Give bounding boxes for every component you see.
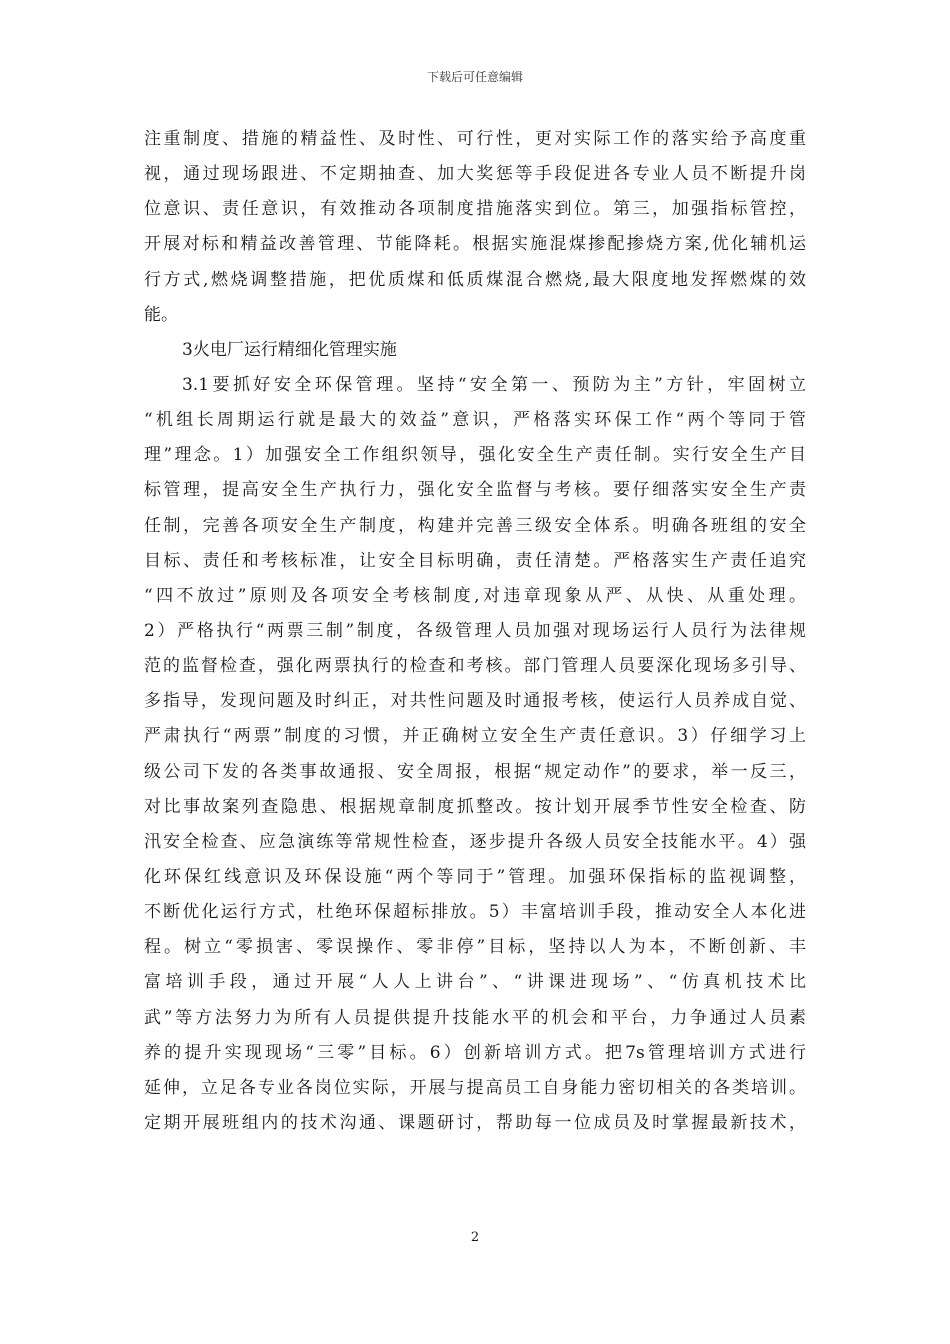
body-line: 定期开展班组内的技术沟通、课题研讨，帮助每一位成员及时掌握最新技术，: [144, 1112, 806, 1133]
body-line: 目标、责任和考核标准，让安全目标明确，责任清楚。严格落实生产责任追究: [144, 550, 806, 571]
body-line: 注重制度、措施的精益性、及时性、可行性，更对实际工作的落实给予高度重: [144, 129, 806, 149]
body-line: 范的监督检查，强化两票执行的检查和考核。部门管理人员要深化现场多引导、: [144, 656, 806, 677]
body-line: 行方式,燃烧调整措施，把优质煤和低质煤混合燃烧,最大限度地发挥燃煤的效: [144, 269, 806, 290]
body-line: 标管理，提高安全生产执行力，强化安全监督与考核。要仔细落实安全生产责: [144, 480, 806, 501]
body-line: 任制，完善各项安全生产制度，构建并完善三级安全体系。明确各班组的安全: [144, 515, 806, 536]
body-line: 不断优化运行方式，杜绝环保超标排放。5）丰富培训手段，推动安全人本化进: [144, 902, 806, 923]
body-line: 多指导，发现问题及时纠正，对共性问题及时通报考核，使运行人员养成自觉、: [144, 691, 806, 712]
body-line: 汛安全检查、应急演练等常规性检查，逐步提升各级人员安全技能水平。4）强: [144, 831, 806, 852]
body-line: 延伸，立足各专业各岗位实际，开展与提高员工自身能力密切相关的各类培训。: [144, 1077, 806, 1098]
body-line: 级公司下发的各类事故通报、安全周报，根据“规定动作”的要求，举一反三，: [144, 761, 806, 782]
body-line: 武”等方法努力为所有人员提供提升技能水平的机会和平台，力争通过人员素: [144, 1007, 806, 1028]
body-line: 位意识、责任意识，有效推动各项制度措施落实到位。第三，加强指标管控，: [144, 199, 806, 220]
page-number: 2: [470, 1230, 480, 1245]
body-line: 视，通过现场跟进、不定期抽查、加大奖惩等手段促进各专业人员不断提升岗: [144, 164, 806, 185]
body-line: 能。: [144, 304, 178, 325]
body-line: 对比事故案列查隐患、根据规章制度抓整改。按计划开展季节性安全检查、防: [144, 796, 806, 817]
body-line: “四不放过”原则及各项安全考核制度,对违章现象从严、从快、从重处理。: [144, 585, 806, 606]
body-line: “机组长周期运行就是最大的效益”意识，严格落实环保工作“两个等同于管: [144, 410, 806, 431]
body-line: 3.1要抓好安全环保管理。坚持“安全第一、预防为主”方针，牢固树立: [182, 374, 806, 395]
body-line: 富培训手段，通过开展“人人上讲台”、“讲课进现场”、“仿真机技术比: [144, 972, 806, 993]
body-line: 化环保红线意识及环保设施“两个等同于”管理。加强环保指标的监视调整，: [144, 866, 806, 887]
body-line: 2）严格执行“两票三制”制度，各级管理人员加强对现场运行人员行为法律规: [144, 620, 806, 641]
body-line: 程。树立“零损害、零误操作、零非停”目标，坚持以人为本，不断创新、丰: [144, 937, 806, 958]
body-line: 养的提升实现现场“三零”目标。6）创新培训方式。把7s管理培训方式进行: [144, 1042, 806, 1063]
section-heading: 3火电厂运行精细化管理实施: [182, 339, 397, 360]
body-line: 严肃执行“两票”制度的习惯，并正确树立安全生产责任意识。3）仔细学习上: [144, 726, 806, 747]
body-line: 理”理念。1）加强安全工作组织领导，强化安全生产责任制。实行安全生产目: [144, 445, 806, 466]
body-line: 开展对标和精益改善管理、节能降耗。根据实施混煤掺配掺烧方案,优化辅机运: [144, 234, 806, 255]
document-body: [144, 122, 806, 1141]
page-header: 下载后可任意编辑: [426, 70, 523, 84]
